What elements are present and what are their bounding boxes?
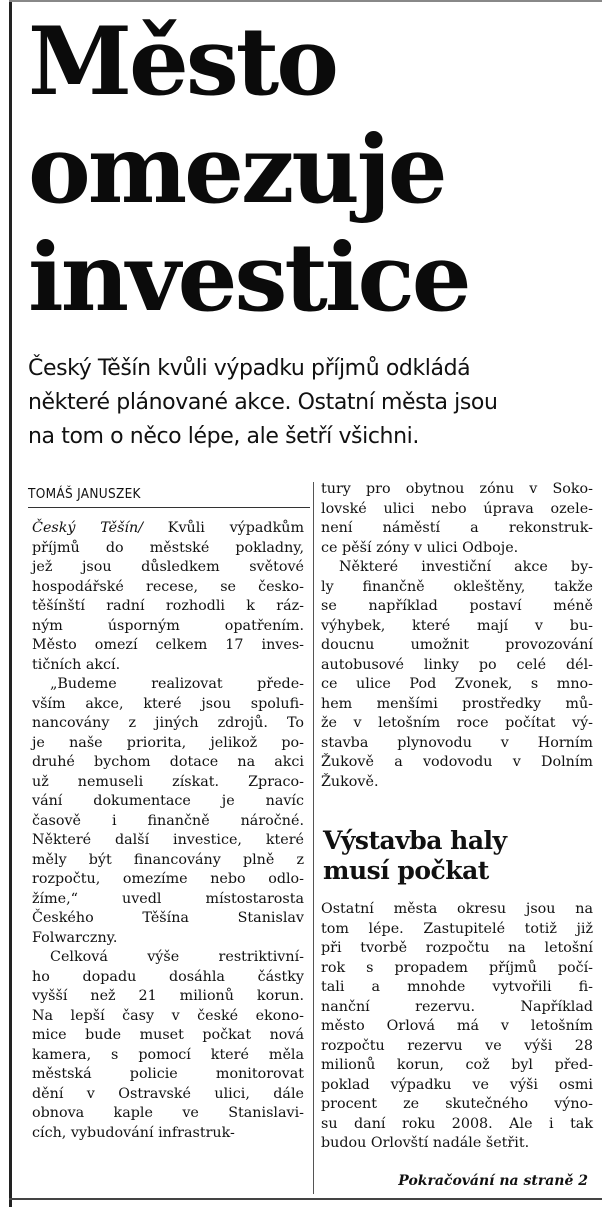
text-line: že v letošním roce počítat vý- <box>321 715 593 731</box>
text-line: milionů korun, což byl před- <box>321 1057 593 1073</box>
text-line: už nemuseli získat. Zpraco- <box>32 773 304 790</box>
text-line: nancovány z jiných zdrojů. To <box>32 715 304 731</box>
text-line: Ostatní města okresu jsou na <box>321 901 593 917</box>
text-line: Některé investiční akce by- <box>339 559 593 575</box>
text-line: vání dokumentace je navíc <box>32 793 304 809</box>
subheading <box>323 826 595 886</box>
text-line: vším akce, které jsou spolufi- <box>32 695 304 712</box>
text-line: budou Orlovští nadále šetřit. <box>321 1135 530 1151</box>
paragraph <box>32 948 304 1143</box>
deck-subtitle <box>28 352 598 454</box>
text-line: doucnu umožnit provozování <box>321 637 593 653</box>
text-line: „Budeme realizovat přede- <box>50 676 304 692</box>
text-line: tali a mnohde vytvořili fi- <box>321 979 593 995</box>
text-line: tury pro obytnou zónu v Soko- <box>321 481 593 497</box>
paragraph <box>321 900 593 1154</box>
text-line: Město omezí celkem 17 inves- <box>32 637 304 653</box>
text-line: ho dopadu dosáhla částky <box>32 968 304 985</box>
text-line <box>32 519 304 539</box>
text-line: autobusové linky po celé dél- <box>321 656 593 673</box>
text-line: rozpočtu, omezíme nebo odlo- <box>32 871 304 887</box>
subheading-line: Výstavba haly <box>323 826 507 855</box>
paragraph <box>32 675 304 948</box>
text-line: su daní roku 2008. Ale i tak <box>321 1115 593 1132</box>
text-line: Žukově a vodovodu v Dolním <box>321 754 593 770</box>
text-line: poklad výpadku ve výši osmi <box>321 1076 593 1093</box>
text-line: nanční rezervu. Například <box>321 998 593 1015</box>
text-line: město Orlová má v letošním <box>321 1018 593 1034</box>
top-border-rule <box>9 0 602 2</box>
text-line: rok s propadem příjmů počí- <box>321 959 593 976</box>
deck-line: Český Těšín kvůli výpadku příjmů odkládá <box>28 356 471 381</box>
headline-line: investice <box>28 223 469 333</box>
text-line: měly být financovány plně z <box>32 851 304 868</box>
text-line: dění v Ostravské ulici, dále <box>32 1085 304 1102</box>
headline-line: omezuje <box>28 115 445 225</box>
text-line: kamera, s pomocí které měla <box>32 1046 304 1063</box>
text-line: Žukově. <box>321 773 379 790</box>
text-line: ly finančně okleštěny, takže <box>321 578 593 595</box>
text-line: žíme,“ uvedl místostarosta <box>32 890 304 907</box>
text-line: ce ulice Pod Zvonek, s mno- <box>321 676 593 692</box>
text-line: jež jsou důsledkem světové <box>32 559 304 575</box>
subheading-line: musí počkat <box>323 856 489 885</box>
text-line: Některé další investice, které <box>32 832 304 848</box>
deck-line: některé plánované akce. Ostatní města jsou <box>28 390 498 415</box>
text-line: rozpočtu rezervu ve výši 28 <box>321 1037 593 1054</box>
text-line: stavba plynovodu v Horním <box>321 734 593 751</box>
left-border-rule <box>9 0 12 1207</box>
text-line: ce pěší zóny v ulici Odboje. <box>321 539 519 556</box>
text-line: Na lepší časy v české ekono- <box>32 1007 304 1024</box>
text-line: tom lépe. Zastupitelé totiž již <box>321 920 593 937</box>
article-column-2 <box>321 480 593 792</box>
text-fragment: Kvůli výpadkům <box>143 520 305 536</box>
text-line: Folwarczny. <box>32 929 118 946</box>
text-line: městská policie monitorovat <box>32 1066 304 1082</box>
text-line: tičních akcí. <box>32 656 121 673</box>
text-line: hem menšími prostředky mů- <box>321 695 593 712</box>
text-line: procent ze skutečného výno- <box>321 1096 593 1112</box>
dateline: Český Těšín/ <box>32 520 144 536</box>
text-line: časově i finančně náročné. <box>32 812 304 829</box>
paragraph <box>32 519 304 675</box>
text-line: při tvorbě rozpočtu na letošní <box>321 940 593 956</box>
text-line: ným úsporným opatřením. <box>32 617 304 634</box>
byline-rule <box>28 507 310 508</box>
byline: TOMÁŠ JANUSZEK <box>28 486 141 502</box>
text-line: vyšší než 21 milionů korun. <box>32 988 304 1004</box>
continued-link[interactable]: Pokračování na straně 2 <box>398 1173 588 1189</box>
text-line: Celková výše restriktivní- <box>50 949 304 965</box>
text-line: výhybek, které mají v bu- <box>321 617 593 634</box>
paragraph <box>321 480 593 558</box>
text-line: druhé bychom dotace na akci <box>32 754 304 770</box>
text-line: není náměstí a rekonstruk- <box>321 520 593 536</box>
text-line: mice bude muset počkat nová <box>32 1027 304 1043</box>
article-column-1 <box>32 519 304 1143</box>
headline <box>28 8 598 332</box>
text-line: cích, vybudování infrastruk- <box>32 1124 235 1141</box>
article-column-2-continued <box>321 900 593 1154</box>
text-line: obnova kaple ve Stanislavi- <box>32 1105 304 1121</box>
text-line: těšínští radní rozhodli k ráz- <box>32 598 304 614</box>
text-line: hospodářské recese, se česko- <box>32 578 304 595</box>
text-line: je naše priorita, jelikož po- <box>32 734 304 751</box>
text-line: Českého Těšína Stanislav <box>32 910 304 926</box>
paragraph <box>321 558 593 792</box>
column-divider <box>313 482 314 1194</box>
text-line: se například postaví méně <box>321 598 593 614</box>
text-line: příjmů do městské pokladny, <box>32 539 304 556</box>
deck-line: na tom o něco lépe, ale šetří všichni. <box>28 424 419 449</box>
bottom-border-rule <box>9 1198 602 1200</box>
headline-line: Město <box>28 7 336 117</box>
text-line: lovské ulici nebo úprava ozele- <box>321 500 593 517</box>
